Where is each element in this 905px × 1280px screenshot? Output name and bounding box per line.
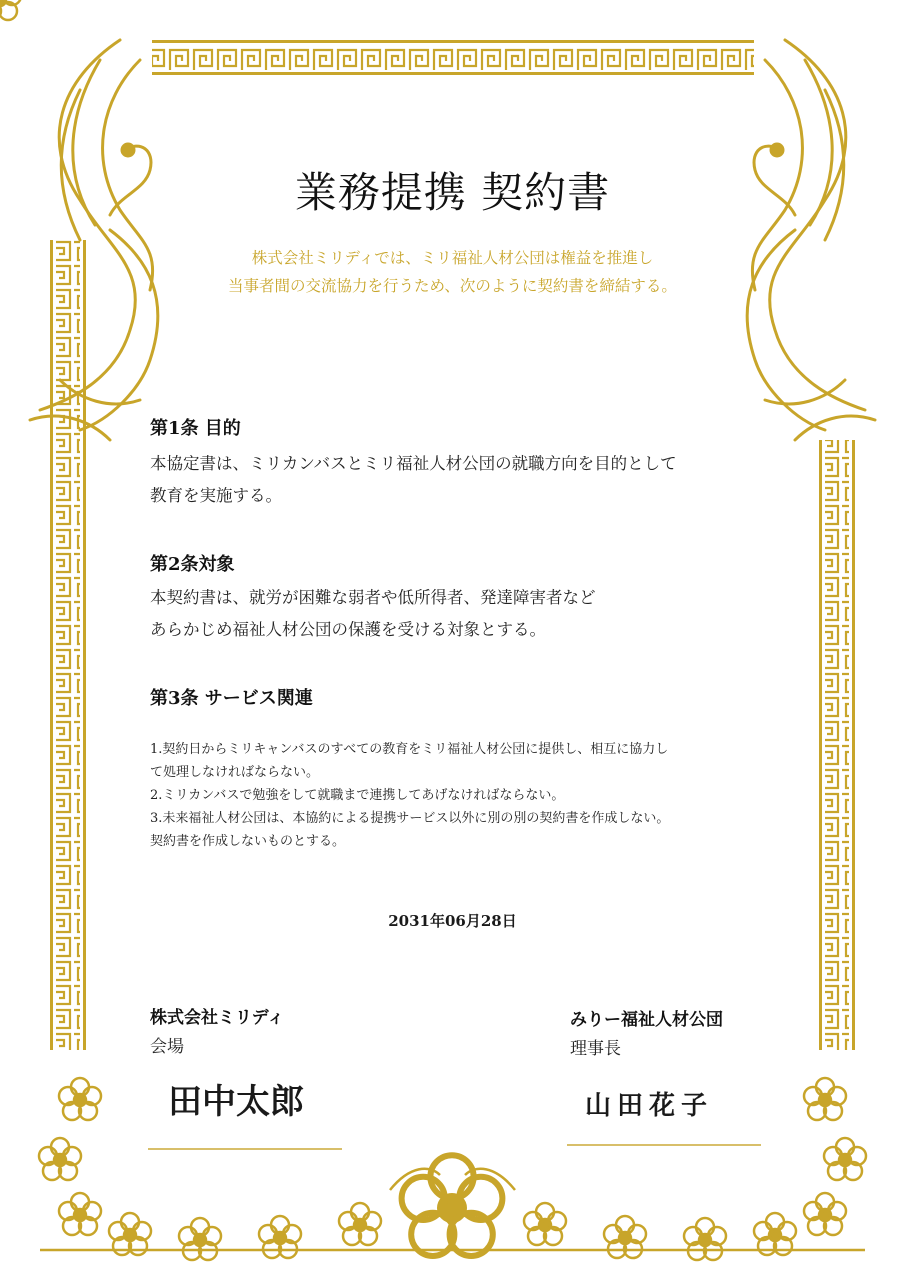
article-3 (150, 684, 800, 853)
party-right-signature-line (567, 1144, 761, 1146)
article-1-heading: 第1条 目的 (150, 418, 241, 439)
party-left-signature-line (148, 1148, 342, 1150)
right-meander-band (819, 440, 855, 1050)
article-1-line-2: 教育を実施する。 (150, 486, 282, 505)
page-title: 業務提携 契約書 (294, 168, 611, 217)
party-left-signature: 田中太郎 (168, 1082, 304, 1122)
party-right-role: 理事長 (570, 1039, 621, 1059)
article-3-item: 契約書を作成しないものとする。 (150, 834, 346, 849)
party-left (150, 1003, 370, 1062)
intro-text (120, 244, 785, 300)
article-3-item: 3.未来福祉人材公団は、本協約による提携サービス以外に別の別の契約書を作成しない。 (150, 811, 670, 826)
intro-line-2: 当事者間の交流協力を行うため、次のように契約書を締結する。 (228, 277, 677, 295)
article-3-item: 2.ミリカンバスで勉強をして就職まで連携してあげなければならない。 (150, 788, 565, 803)
article-3-item: て処理しなければならない。 (150, 765, 320, 780)
party-right (570, 1005, 810, 1064)
contract-date: 2031年06月28日 (388, 912, 517, 930)
article-1-line-1: 本協定書は、ミリカンバスとミリ福祉人材公団の就職方向を目的として (150, 454, 677, 473)
party-left-role: 会場 (150, 1037, 184, 1057)
article-2-heading: 第2条対象 (150, 554, 235, 575)
phoenix-left-ornament (30, 40, 158, 440)
article-1 (150, 414, 790, 512)
article-2-line-1: 本契約書は、就労が困難な弱者や低所得者、発達障害者など (150, 588, 596, 607)
party-right-signature: 山田花子 (585, 1091, 714, 1121)
party-right-org: みりー福祉人材公団 (570, 1010, 723, 1030)
party-left-org: 株式会社ミリディ (150, 1008, 285, 1028)
article-2 (150, 550, 790, 646)
article-2-line-2: あらかじめ福祉人材公団の保護を受ける対象とする。 (150, 620, 546, 639)
article-3-items (150, 738, 800, 853)
phoenix-right-ornament (747, 40, 875, 440)
intro-line-1: 株式会社ミリディでは、ミリ福祉人材公団は権益を推進し (251, 249, 654, 267)
article-3-item: 1.契約日からミリキャンバスのすべての教育をミリ福祉人材公団に提供し、相互に協力し (150, 742, 669, 757)
top-meander-band (152, 40, 754, 75)
article-3-heading: 第3条 サービス関連 (150, 688, 313, 709)
